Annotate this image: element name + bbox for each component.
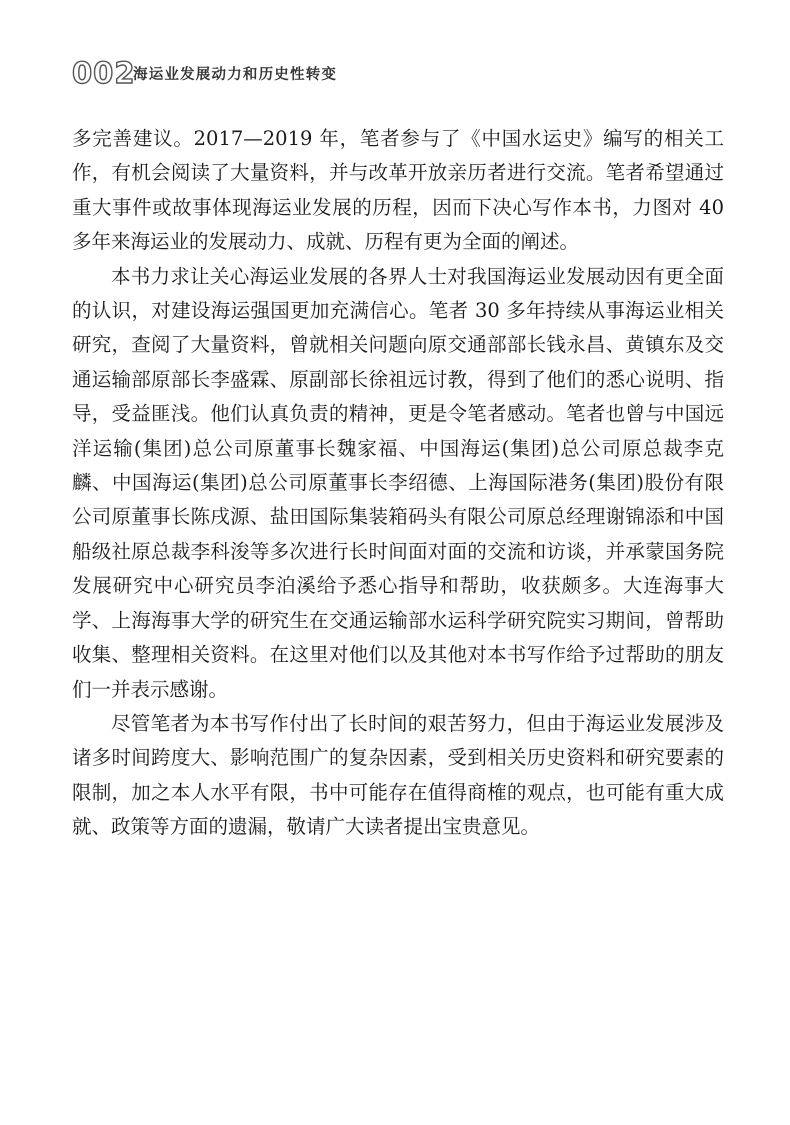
- running-title: 海运业发展动力和历史性转变: [133, 67, 338, 83]
- paragraph: 尽管笔者为本书写作付出了长时间的艰苦努力，但由于海运业发展涉及诸多时间跨度大、影响范围广的复杂因素，受到相关历史资料和研究要素的限制，加之本人水平有限，书中可能存在值得商榷的观点，也可能有重大成就、政策等方面的遗漏，敬请广大读者提出宝贵意见。: [72, 711, 724, 839]
- paragraph-continued: 多完善建议。2017—2019 年，笔者参与了《中国水运史》编写的相关工作，有机会阅读了大量资料，并与改革开放亲历者进行交流。笔者希望通过重大事件或故事体现海运业发展的历程，因而下决心写作本书，力图对 40 多年来海运业的发展动力、成就、历程有更为全面的阐述。: [72, 127, 724, 254]
- paragraph: 本书力求让关心海运业发展的各界人士对我国海运业发展动因有更全面的认识，对建设海运强国更加充满信心。笔者 30 多年持续从事海运业相关研究，查阅了大量资料，曾就相关问题向原交通部部长钱永昌、黄镇东及交通运输部原部长李盛霖、原副部长徐祖远讨教，得到了他们的悉心说明、指导，受益匪浅。他们认真负责的精神，更是令笔者感动。笔者也曾与中国远洋运输(集团)总公司原董事长魏家福、中国海运(集团)总公司原总裁李克麟、中国海运(集团)总公司原董事长李绍德、上海国际港务(集团)股份有限公司原董事长陈戌源、盐田国际集装箱码头有限公司原总经理谢锦添和中国船级社原总裁李科浚等多次进行长时间面对面的交流和访谈，并承蒙国务院发展研究中心研究员李泊溪给予悉心指导和帮助，收获颇多。大连海事大学、上海海事大学的研究生在交通运输部水运科学研究院实习期间，曾帮助收集、整理相关资料。在这里对他们以及其他对本书写作给予过帮助的朋友们一并表示感谢。: [72, 264, 724, 701]
- running-header: [72, 56, 722, 92]
- page-number: 002: [72, 56, 136, 90]
- body-text: [72, 122, 724, 845]
